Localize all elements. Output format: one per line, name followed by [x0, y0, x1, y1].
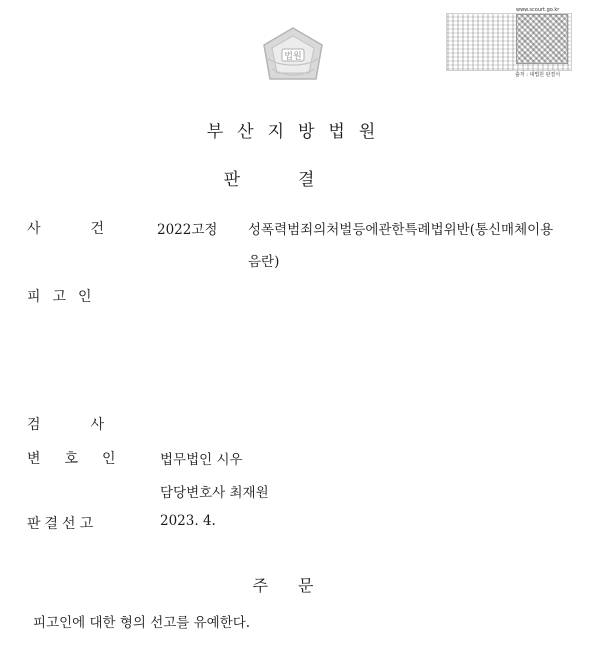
order-heading: 주문 [252, 576, 344, 595]
case-name-line2: 음란) [248, 254, 280, 270]
counsel-firm: 법무법인 시우 [160, 452, 243, 468]
qr-code-label: 출처 : 대법원 판결서 [515, 72, 561, 78]
court-name: 부산지방법원 [206, 122, 390, 142]
judgment-date: 2023. 4. [160, 513, 216, 529]
case-number: 2022고정 [157, 222, 218, 238]
qr-url: www.scourt.go.kr [516, 7, 560, 13]
counsel-label: 변호인 [27, 451, 140, 467]
qr-code-icon [516, 14, 568, 64]
document-title: 판결 [223, 170, 373, 190]
case-name-line1: 성폭력범죄의처벌등에관한특례법위반(통신매체이용 [248, 222, 554, 238]
judgment-date-label: 판결선고 [27, 516, 98, 532]
prosecutor-label: 검사 [27, 417, 155, 433]
order-text: 피고인에 대한 형의 선고를 유예한다. [33, 615, 251, 631]
defendant-label: 피고인 [27, 289, 104, 305]
court-emblem [258, 25, 328, 87]
case-label: 사건 [27, 221, 155, 237]
seal-text: 법원 [284, 52, 302, 62]
counsel-attorney: 담당변호사 최재원 [160, 485, 269, 501]
